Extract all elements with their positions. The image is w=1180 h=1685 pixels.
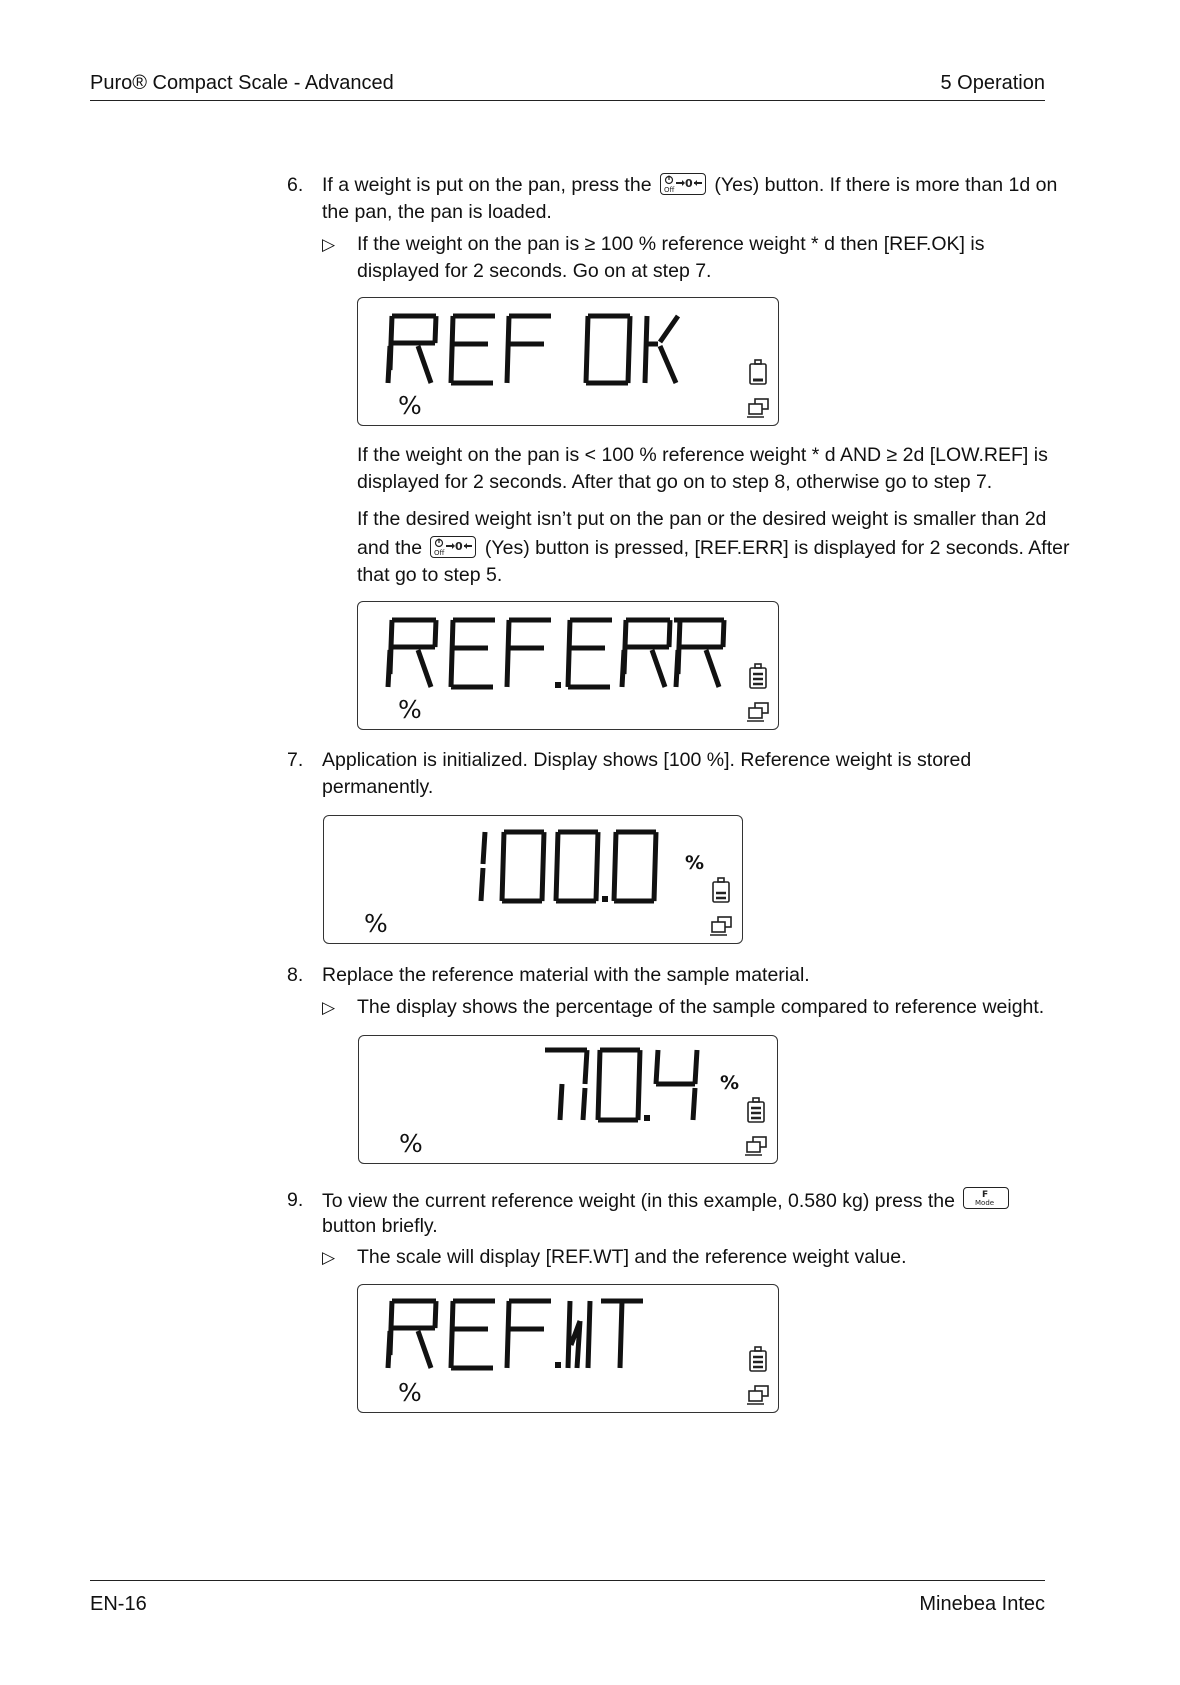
step-7-line-1: Application is initialized. Display shows [100 %]. Reference weight is stored — [322, 749, 972, 771]
result-text: If the weight on the pan is ≥ 100 % reference weight * d then [REF.OK] is — [357, 233, 985, 255]
step-7-line-2: permanently. — [322, 776, 434, 798]
step-number: 7. — [287, 749, 304, 771]
step-number: 6. — [287, 174, 304, 196]
chapter-title: 5 Operation — [940, 72, 1045, 94]
paragraph: If the desired weight isn’t put on the pan or the desired weight is smaller than 2d — [357, 508, 1047, 530]
step-9-line-1: To view the current reference weight (in this example, 0.580 kg) press the F Mode — [322, 1187, 1012, 1215]
f-mode-key-icon — [963, 1187, 1009, 1209]
page-footer — [90, 1580, 1045, 1621]
lcd-unit-percent: % — [364, 909, 388, 938]
svg-text:0: 0 — [684, 177, 693, 190]
svg-text:Off: Off — [663, 186, 675, 194]
result-text: The scale will display [REF.WT] and the reference weight value. — [357, 1246, 907, 1268]
result-text: displayed for 2 seconds. Go on at step 7. — [357, 260, 712, 282]
lcd-unit-percent: % — [398, 391, 422, 420]
svg-text:Mode: Mode — [975, 1199, 995, 1207]
lcd-unit-percent: % — [398, 695, 422, 724]
paragraph: If the weight on the pan is < 100 % reference weight * d AND ≥ 2d [LOW.REF] is — [357, 444, 1048, 466]
lcd-unit-percent-small: % — [720, 1072, 740, 1094]
lcd-unit-percent: % — [398, 1378, 422, 1407]
result-arrow-icon: ▷ — [322, 235, 336, 254]
paragraph: displayed for 2 seconds. After that go on to step 8, otherwise go to step 7. — [357, 471, 993, 493]
result-arrow-icon: ▷ — [322, 1248, 336, 1267]
on-zero-off-key-icon — [430, 536, 476, 558]
lcd-unit-percent-small: % — [685, 852, 705, 874]
step-number: 9. — [287, 1189, 304, 1211]
step-6-line-1: If a weight is put on the pan, press the Off 0 (Yes) button. If there is more than 1d on — [322, 174, 1058, 196]
lcd-display-ref-wt — [357, 1284, 779, 1413]
svg-text:Off: Off — [434, 549, 445, 557]
lcd-display-70-4 — [358, 1035, 778, 1164]
manual-title: Puro® Compact Scale - Advanced — [90, 72, 394, 94]
result-text: The display shows the percentage of the sample compared to reference weight. — [357, 996, 1045, 1018]
step-number: 8. — [287, 964, 304, 986]
paragraph: and the Off 0 (Yes) button is pressed, [REF.ERR] is displayed for 2 seconds. After — [357, 537, 1070, 559]
step-9-line-2: button briefly. — [322, 1215, 438, 1237]
page-header — [90, 62, 1045, 101]
paragraph: that go to step 5. — [357, 564, 503, 586]
svg-text:F: F — [982, 1190, 989, 1200]
lcd-display-ref-ok — [357, 297, 779, 426]
company-name: Minebea Intec — [919, 1593, 1045, 1615]
page-number: EN-16 — [90, 1593, 147, 1615]
step-8-line-1: Replace the reference material with the sample material. — [322, 964, 810, 986]
lcd-unit-percent: % — [399, 1129, 423, 1158]
step-6-line-2: the pan, the pan is loaded. — [322, 201, 552, 223]
lcd-display-ref-err — [357, 601, 779, 730]
svg-text:0: 0 — [455, 540, 464, 553]
on-zero-off-key-icon — [660, 173, 706, 195]
lcd-display-100 — [323, 815, 743, 944]
result-arrow-icon: ▷ — [322, 998, 336, 1017]
